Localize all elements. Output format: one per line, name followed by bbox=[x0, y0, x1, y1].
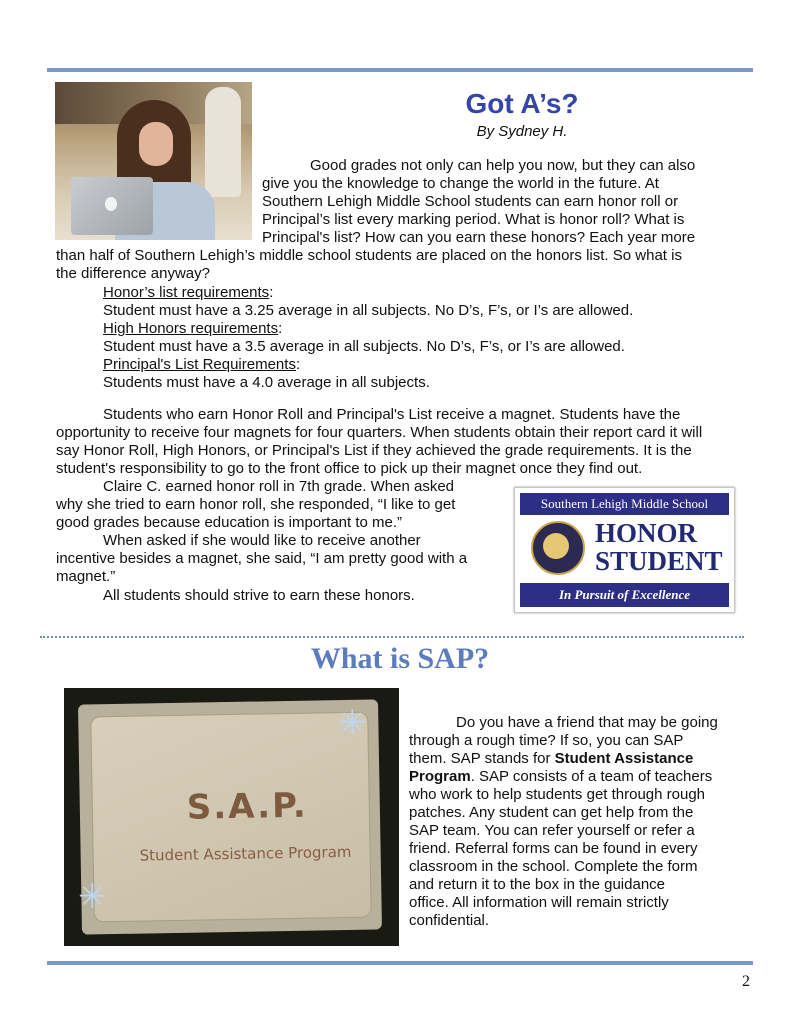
body-line: classroom in the school. Complete the form bbox=[409, 858, 698, 875]
body-line: the difference anyway? bbox=[56, 265, 210, 282]
section-divider bbox=[40, 636, 744, 638]
body-line: student's responsibility to go to the front office to pick up their magnet once they find out. bbox=[56, 460, 643, 477]
body-line: Program. SAP consists of a team of teachers bbox=[409, 768, 713, 785]
body-line: Principal's list? How can you earn these honors? Each year more bbox=[262, 229, 696, 246]
body-line: Good grades not only can help you now, but they can also bbox=[310, 157, 696, 174]
requirement-heading: Honor’s list requirements: bbox=[103, 284, 274, 301]
body-line: confidential. bbox=[409, 912, 490, 929]
body-line: Claire C. earned honor roll in 7th grade. When asked bbox=[103, 478, 455, 495]
body-line: who work to help students get through rough bbox=[409, 786, 706, 803]
body-line: Southern Lehigh Middle School students can earn honor roll or bbox=[262, 193, 679, 210]
requirement-heading: Principal's List Requirements: bbox=[103, 356, 301, 373]
body-line: Do you have a friend that may be going bbox=[456, 714, 718, 731]
body-line: why she tried to earn honor roll, she responded, “I like to get bbox=[56, 496, 456, 513]
body-line: Principal’s list every marking period. What is honor roll? What is bbox=[262, 211, 685, 228]
sign-line-1: HONOR bbox=[595, 518, 698, 548]
requirement-detail: Students must have a 4.0 average in all subjects. bbox=[103, 374, 430, 391]
sign-motto: In Pursuit of Excellence bbox=[520, 583, 729, 607]
body-line: office. All information will remain strictly bbox=[409, 894, 669, 911]
honor-student-sign-photo bbox=[514, 487, 735, 613]
body-line: friend. Referral forms can be found in every bbox=[409, 840, 698, 857]
snowflake-icon: ✳ bbox=[338, 704, 367, 742]
body-line: through a rough time? If so, you can SAP bbox=[409, 732, 684, 749]
slide-title: S.A.P. bbox=[186, 785, 309, 828]
bottom-rule bbox=[47, 961, 753, 965]
body-line: say Honor Roll, High Honors, or Principal's List if they achieved the grade requirements. It is the bbox=[56, 442, 692, 459]
body-line: incentive besides a magnet, she said, “I am pretty good with a bbox=[56, 550, 468, 567]
body-line: patches. Any student can get help from the bbox=[409, 804, 694, 821]
slide-subtitle: Student Assistance Program bbox=[139, 842, 352, 865]
body-line: magnet.” bbox=[56, 568, 116, 585]
body-line: Students who earn Honor Roll and Principal's List receive a magnet. Students have the bbox=[103, 406, 681, 423]
requirement-detail: Student must have a 3.5 average in all subjects. No D’s, F’s, or I’s are allowed. bbox=[103, 338, 625, 355]
sign-school-name: Southern Lehigh Middle School bbox=[520, 493, 729, 515]
body-line: good grades because education is important to me.” bbox=[56, 514, 403, 531]
article-title: Got A’s? bbox=[465, 88, 579, 119]
body-line: give you the knowledge to change the world in the future. At bbox=[262, 175, 659, 192]
body-line: When asked if she would like to receive another bbox=[103, 532, 421, 549]
sap-slide-photo bbox=[64, 688, 399, 946]
requirement-heading: High Honors requirements: bbox=[103, 320, 283, 337]
body-line: SAP team. You can refer yourself or refer a bbox=[409, 822, 695, 839]
body-line: them. SAP stands for Student Assistance bbox=[409, 750, 694, 767]
school-seal-icon bbox=[531, 521, 585, 575]
body-line: opportunity to receive four magnets for four quarters. When students obtain their report card it will bbox=[56, 424, 703, 441]
body-line: All students should strive to earn these honors. bbox=[103, 587, 415, 604]
snowflake-icon: ✳ bbox=[78, 878, 107, 916]
body-line: than half of Southern Lehigh’s middle school students are placed on the honors list. So what is bbox=[56, 247, 682, 264]
student-laptop-photo bbox=[55, 82, 252, 240]
top-rule bbox=[47, 68, 753, 72]
requirement-detail: Student must have a 3.25 average in all subjects. No D’s, F’s, or I’s are allowed. bbox=[103, 302, 634, 319]
sign-line-2: STUDENT bbox=[595, 546, 723, 576]
sap-title: What is SAP? bbox=[310, 642, 490, 675]
article-byline: By Sydney H. bbox=[476, 123, 568, 140]
body-line: and return it to the box in the guidance bbox=[409, 876, 666, 893]
page-number: 2 bbox=[742, 973, 750, 990]
